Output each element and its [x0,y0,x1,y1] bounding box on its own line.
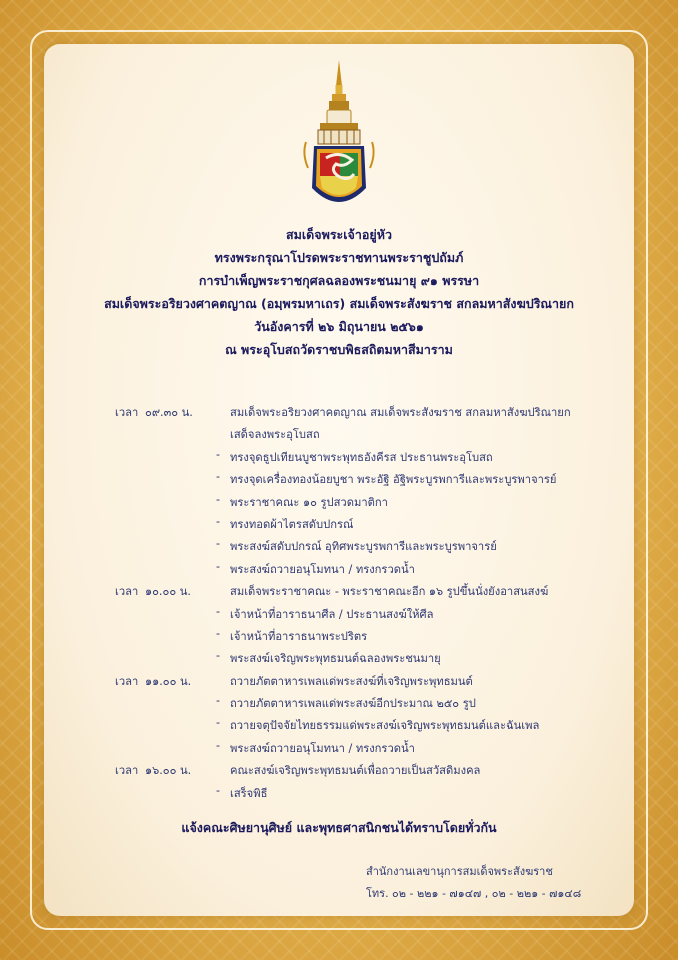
bullet-dash: - [216,649,221,663]
schedule-text: คณะสงฆ์เจริญพระพุทธมนต์เพื่อถวายเป็นสวัสดิมงคล [230,764,481,778]
schedule-text: เสร็จพิธี [230,786,268,800]
schedule-text: พระสงฆ์ถวายอนุโมทนา / ทรงกรวดน้ำ [230,741,415,755]
schedule-row [0,557,678,579]
header-line: ทรงพระกรุณาโปรดพระราชทานพระราชูปถัมภ์ [214,250,464,265]
header-line: สมเด็จพระเจ้าอยู่หัว [286,227,392,242]
schedule-text: พระสงฆ์เจริญพระพุทธมนต์ฉลองพระชนมายุ [230,652,441,666]
schedule-row [0,467,678,489]
schedule-row [0,400,678,422]
schedule-text: ทรงทอดผ้าไตรสดับปกรณ์ [230,517,354,531]
schedule-row [0,490,678,512]
bullet-dash: - [216,447,221,461]
schedule-row [0,512,678,534]
schedule-text: สมเด็จพระอริยวงศาคตญาณ สมเด็จพระสังฆราช สกลมหาสังฆปริณายก [230,406,571,419]
bullet-dash: - [216,626,221,640]
schedule-text: ทรงจุดธูปเทียนบูชาพระพุทธอังคีรส ประธานพระอุโบสถ [230,450,493,464]
schedule-text: พระราชาคณะ ๑๐ รูปสวดมาติกา [230,495,388,509]
schedule-row [0,646,678,668]
office-name: สำนักงานเลขานุการสมเด็จพระสังฆราช [366,865,553,878]
schedule-list [0,400,678,803]
header-line: การบำเพ็ญพระราชกุศลฉลองพระชนมายุ ๙๑ พรรษา [198,273,480,288]
bullet-dash: - [216,537,221,551]
schedule-row [0,713,678,735]
invitation-header [44,223,634,361]
schedule-row [0,445,678,467]
time-value: ๑๐.๐๐ น. [145,585,191,599]
bullet-dash: - [216,470,221,484]
time-value: ๐๙.๓๐ น. [145,406,193,419]
schedule-text: สมเด็จพระราชาคณะ - พระราชาคณะอีก ๑๖ รูปขึ้นนั่งยังอาสนสงฆ์ [230,585,549,599]
header-line: สมเด็จพระอริยวงศาคตญาณ (อมฺพรมหาเถร) สมเด็จพระสังฆราช สกลมหาสังฆปริณายก [104,296,574,311]
schedule-row [0,624,678,646]
header-line: วันอังคารที่ ๒๖ มิถุนายน ๒๕๖๑ [254,319,424,334]
bullet-dash: - [216,738,221,752]
time-label: เวลา [115,764,139,778]
public-notice: แจ้งคณะศิษยานุศิษย์ และพุทธศาสนิกชนได้ทราบโดยทั่วกัน [181,820,497,835]
phone-numbers: โทร. ๐๒ - ๒๒๑ - ๗๑๔๗ , ๐๒ - ๒๒๑ - ๗๑๔๘ [366,887,582,900]
schedule-text: เจ้าหน้าที่อาราธนาพระปริตร [230,629,368,643]
schedule-row [0,534,678,556]
schedule-row [0,422,678,444]
schedule-text: พระสงฆ์ถวายอนุโมทนา / ทรงกรวดน้ำ [230,562,415,576]
bullet-dash: - [216,514,221,528]
bullet-dash: - [216,492,221,506]
time-label: เวลา [115,674,139,688]
bullet-dash: - [216,783,221,797]
bullet-dash: - [216,559,221,573]
bullet-dash: - [216,694,221,708]
header-line: ณ พระอุโบสถวัดราชบพิธสถิตมหาสีมาราม [225,342,453,357]
schedule-row [0,669,678,691]
royal-emblem-icon [300,58,378,218]
schedule-text: ทรงจุดเครื่องทองน้อยบูชา พระอัฐิ อัฐิพระบูรพการีและพระบูรพาจารย์ [230,473,557,487]
schedule-text: เสด็จลงพระอุโบสถ [230,428,320,442]
schedule-row [0,691,678,713]
time-label: เวลา [115,585,139,599]
schedule-row [0,736,678,758]
bullet-dash: - [216,604,221,618]
schedule-text: ถวายจตุปัจจัยไทยธรรมแด่พระสงฆ์เจริญพระพุทธมนต์และฉันเพล [230,719,540,733]
time-label: เวลา [115,406,139,419]
schedule-row [0,579,678,601]
bullet-dash: - [216,716,221,730]
schedule-text: พระสงฆ์สดับปกรณ์ อุทิศพระบูรพการีและพระบูรพาจารย์ [230,540,497,554]
time-value: ๑๖.๐๐ น. [145,764,192,778]
schedule-text: เจ้าหน้าที่อาราธนาศีล / ประธานสงฆ์ให้ศีล [230,607,434,621]
schedule-text: ถวายภัตตาหารเพลแด่พระสงฆ์ที่เจริญพระพุทธมนต์ [230,674,473,688]
schedule-text: ถวายภัตตาหารเพลแด่พระสงฆ์อีกประมาณ ๒๕๐ รูป [230,697,476,711]
schedule-row [0,602,678,624]
time-value: ๑๑.๐๐ น. [145,674,192,688]
schedule-row [0,781,678,803]
schedule-row [0,758,678,780]
